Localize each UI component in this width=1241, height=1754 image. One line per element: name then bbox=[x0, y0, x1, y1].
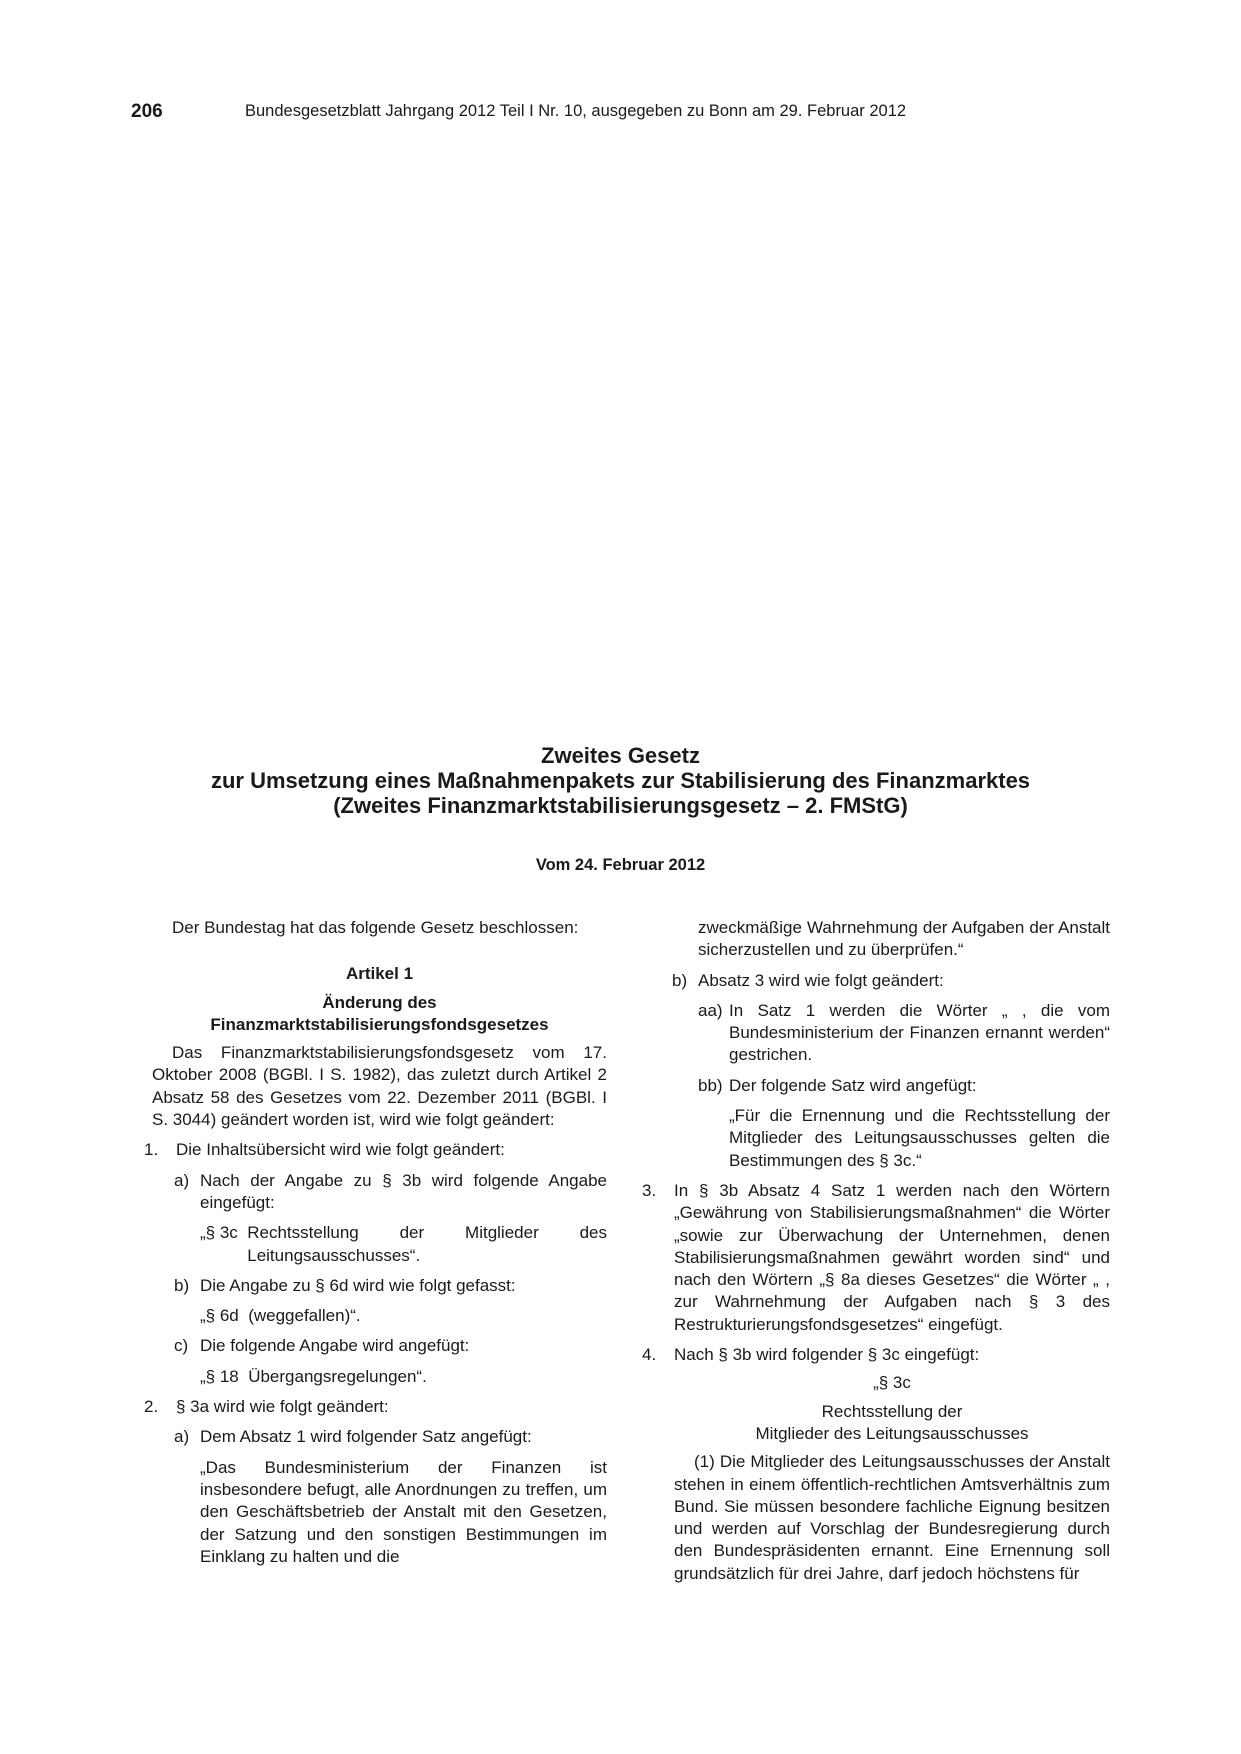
section-paragraph: (1) Die Mitglieder des Leitungsausschusses der Anstalt stehen in einem öffentlich-rechtlichen Amtsverhältnis zum Bund. Sie müssen besondere fachliche Eignung besitzen und werden auf Vorschlag der Bundesregierung durch den Bundespräsidenten ernannt. Eine Ernennung soll grundsätzlich für drei Jahre, darf jedoch höchstens für bbox=[674, 1452, 1110, 1583]
list-item bbox=[144, 1396, 607, 1418]
page-header bbox=[131, 101, 1111, 131]
list-item bbox=[672, 970, 1110, 992]
title-line-3: (Zweites Finanzmarktstabilisierungsgesetz – 2. FMStG) bbox=[333, 793, 908, 818]
quoted-sentence: „Für die Ernennung und die Rechtsstellung der Mitglieder des Leitungsausschusses gelten die Bestimmungen des § 3c.“ bbox=[729, 1106, 1110, 1170]
list-item bbox=[698, 1000, 1110, 1067]
section-title-2: Mitglieder des Leitungsausschusses bbox=[755, 1423, 1029, 1443]
left-column bbox=[144, 917, 607, 1568]
title-line-2: zur Umsetzung eines Maßnahmenpakets zur Stabilisierung des Finanzmarktes bbox=[210, 768, 1031, 793]
quoted-sentence-continued: zweckmäßige Wahrnehmung der Aufgaben der Anstalt sicherzustellen und zu überprüfen.“ bbox=[698, 918, 1110, 960]
list-item bbox=[174, 1170, 607, 1215]
enactment-intro: Der Bundestag hat das folgende Gesetz beschlossen: bbox=[172, 918, 579, 937]
quoted-entry-key: „§ 3c bbox=[200, 1223, 248, 1243]
list-item-text: Die Angabe zu § 6d wird wie folgt gefasst: bbox=[200, 1275, 516, 1295]
list-item-label: 1. bbox=[144, 1140, 159, 1160]
section-title-1: Rechtsstellung der bbox=[821, 1401, 963, 1421]
list-item-label: 3. bbox=[642, 1180, 657, 1200]
list-item bbox=[174, 1426, 607, 1448]
quoted-entry bbox=[200, 1222, 607, 1267]
list-item-text: § 3a wird wie folgt geändert: bbox=[176, 1397, 389, 1417]
list-item-text: In Satz 1 werden die Wörter „ , die vom Bundesministerium der Finanzen ernannt werden“ gestrichen. bbox=[729, 1000, 1110, 1065]
list-item-label: 2. bbox=[144, 1397, 159, 1417]
page-number: 206 bbox=[131, 101, 163, 122]
law-title bbox=[0, 743, 1241, 818]
list-item bbox=[698, 1075, 1110, 1097]
list-item-text: In § 3b Absatz 4 Satz 1 werden nach den Wörtern „Gewährung von Stabilisierungsmaßnahmen“ die Wörter „sowie zur Überwachung der Unternehmen, denen Stabilisierungsmaßnahmen gewährt worden sind“ und nach den Wörtern „§ 8a dieses Gesetzes“ die Wörter „ , zur Wahrnehmung der Aufgaben nach § 3 des Restrukturierungsfondsgesetzes“ eingefügt. bbox=[674, 1180, 1110, 1334]
list-item-text: Dem Absatz 1 wird folgender Satz angefügt: bbox=[200, 1427, 532, 1447]
list-item-label: bb) bbox=[698, 1075, 723, 1095]
article-heading: Artikel 1 bbox=[345, 964, 414, 984]
list-item-label: 4. bbox=[642, 1345, 657, 1365]
quoted-sentence: „Das Bundesministerium der Finanzen ist insbesondere befugt, alle Anordnungen zu treffen, um den Geschäftsbetrieb der Anstalt mit den Gesetzen, der Satzung und den sonstigen Bestimmungen im Einklang zu halten und die bbox=[200, 1457, 607, 1566]
law-date: Vom 24. Februar 2012 bbox=[535, 856, 706, 874]
list-item bbox=[642, 1344, 1110, 1366]
publication-header: Bundesgesetzblatt Jahrgang 2012 Teil I Nr. 10, ausgegeben zu Bonn am 29. Februar 2012 bbox=[245, 102, 907, 120]
list-item bbox=[642, 1180, 1110, 1336]
quoted-entry-value: Rechtsstellung der Mitglieder des Leitungsausschusses“. bbox=[247, 1223, 607, 1265]
list-item-label: b) bbox=[672, 970, 688, 990]
list-item bbox=[174, 1275, 607, 1297]
title-line-1: Zweites Gesetz bbox=[541, 743, 700, 768]
list-item-text: Die folgende Angabe wird angefügt: bbox=[200, 1336, 470, 1356]
list-item-text: Nach § 3b wird folgender § 3c eingefügt: bbox=[674, 1345, 980, 1365]
list-item-label: a) bbox=[174, 1170, 190, 1190]
article-intro: Das Finanzmarktstabilisierungsfondsgesetz vom 17. Oktober 2008 (BGBl. I S. 1982), das zuletzt durch Artikel 2 Absatz 58 des Gesetzes vom 22. Dezember 2011 (BGBl. I S. 3044) geändert worden ist, wird wie folgt geändert: bbox=[152, 1043, 607, 1130]
quoted-entry: „§ 18 Übergangsregelungen“. bbox=[200, 1366, 427, 1386]
article-subheading-1: Änderung des bbox=[322, 992, 437, 1012]
list-item-label: b) bbox=[174, 1275, 190, 1295]
right-column bbox=[642, 917, 1110, 1585]
section-number: „§ 3c bbox=[873, 1373, 911, 1393]
list-item-label: a) bbox=[174, 1427, 190, 1447]
list-item-text: Nach der Angabe zu § 3b wird folgende Angabe eingefügt: bbox=[200, 1170, 607, 1212]
list-item-label: c) bbox=[174, 1336, 189, 1356]
article-subheading-2: Finanzmarktstabilisierungsfondsgesetzes bbox=[210, 1014, 549, 1034]
list-item-text: Der folgende Satz wird angefügt: bbox=[729, 1075, 977, 1095]
list-item bbox=[174, 1335, 607, 1357]
list-item-text: Absatz 3 wird wie folgt geändert: bbox=[698, 970, 944, 990]
quoted-entry: „§ 6d (weggefallen)“. bbox=[200, 1306, 361, 1326]
list-item bbox=[144, 1139, 607, 1161]
list-item-text: Die Inhaltsübersicht wird wie folgt geändert: bbox=[176, 1140, 505, 1160]
list-item-label: aa) bbox=[698, 1000, 723, 1020]
